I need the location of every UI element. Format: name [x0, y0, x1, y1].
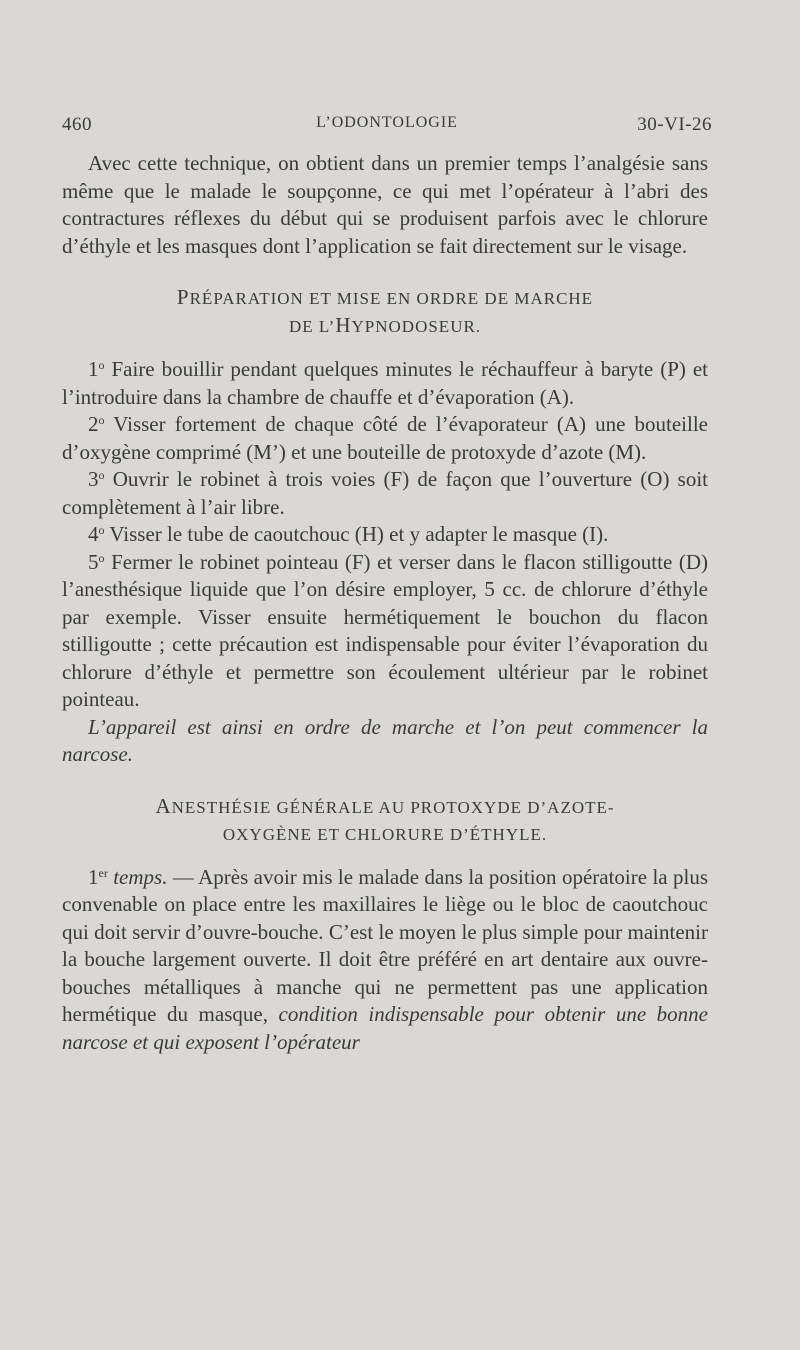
section-title-line2: OXYGÈNE ET CHLORURE D’ÉTHYLE. [222, 824, 548, 844]
step-text: Ouvrir le robinet à trois voies (F) de façon que l’ouverture (O) soit complètement à l’air libre. [62, 467, 709, 519]
step-degree: o [98, 413, 105, 427]
issue-date: 30-VI-26 [637, 114, 712, 135]
page-body [62, 150, 708, 1056]
step-number: 5 [88, 549, 99, 574]
intro-paragraph: Avec cette technique, on obtient dans un premier temps l’analgésie sans même que le malade le soupçonne, ce qui met l’opérateur à l’abri des contractures réflexes du début qui se produisent parfois avec le chlorure d’éthyle et les masques dont l’application se fait directement sur le visage. [62, 151, 708, 258]
step-number: 1 [88, 864, 99, 889]
step-paragraph [62, 549, 708, 714]
ordinal-suffix: er [98, 865, 108, 880]
step-number: 3 [88, 467, 99, 491]
step-number: 1 [88, 357, 99, 381]
step-paragraph [62, 411, 708, 466]
section-title-line2-prefix: DE L’ [288, 317, 336, 336]
step-text: Fermer le robinet pointeau (F) et verser dans le flacon stilligoutte (D) l’anesthésique liquide que l’on désire employer, 5 cc. de chlorure d’éthyle par exemple. Visser ensuite hermétiquement le bouchon du flacon stilligoutte ; cette précaution est indispensable pour éviter l’évaporation du chlorure d’éthyle et permettre son écoulement ultérieur par le robinet pointeau. [62, 549, 708, 711]
step-text: Faire bouillir pendant quelques minutes le réchauffeur à baryte (P) et l’introduire dans la chambre de chauffe et d’évaporation (A). [62, 357, 709, 409]
section-title-initial: P [176, 285, 190, 309]
step-degree: o [98, 550, 105, 565]
final-paragraph [62, 864, 708, 1057]
section-title-line1: RÉPARATION ET MISE EN ORDRE DE MARCHE [189, 289, 594, 308]
step-degree: o [98, 358, 105, 372]
step-number: 2 [88, 412, 99, 436]
journal-title: L’ODONTOLOGIE [316, 114, 458, 131]
step-degree: o [98, 523, 105, 537]
italic-note: L’appareil est ainsi en ordre de marche et l’on peut commencer la narcose. [62, 714, 708, 766]
final-italic-tail: condition indispensable pour obtenir une bonne narcose et qui exposent l’opérateur [62, 1002, 709, 1054]
section-title-initial: A [155, 793, 172, 818]
section-title-line2-initial: H [335, 313, 352, 337]
page-number: 460 [62, 114, 92, 135]
step-paragraph [62, 356, 708, 411]
step-number: 4 [88, 522, 99, 546]
step-text: Visser le tube de caoutchouc (H) et y adapter le masque (I). [109, 522, 609, 546]
step-label: temps. [113, 864, 168, 889]
step-paragraph [62, 521, 708, 549]
step-paragraph [62, 466, 708, 521]
section-title-line1: NESTHÉSIE GÉNÉRALE AU PROTOXYDE D’AZOTE- [171, 797, 615, 817]
section-title-preparation [62, 284, 708, 340]
section-title-line2: YPNODOSEUR. [351, 317, 482, 336]
final-text: — Après avoir mis le malade dans la position opératoire la plus convenable on place entre les maxillaires le liège ou le bloc de caoutchouc qui doit servir d’ouvre-bouche. C’est le moyen le plus simple pour maintenir la bouche largement ouverte. Il doit être préféré en art dentaire aux ouvre-bouches métalliques à manche qui ne permettent pas une application hermétique du masque, [62, 864, 709, 1026]
step-degree: o [98, 468, 105, 482]
section-title-anesthesie [62, 793, 708, 848]
step-text: Visser fortement de chaque côté de l’évaporateur (A) une bouteille d’oxygène comprimé (M’) et une bouteille de protoxyde d’azote (M). [62, 412, 708, 464]
running-header [62, 114, 712, 142]
